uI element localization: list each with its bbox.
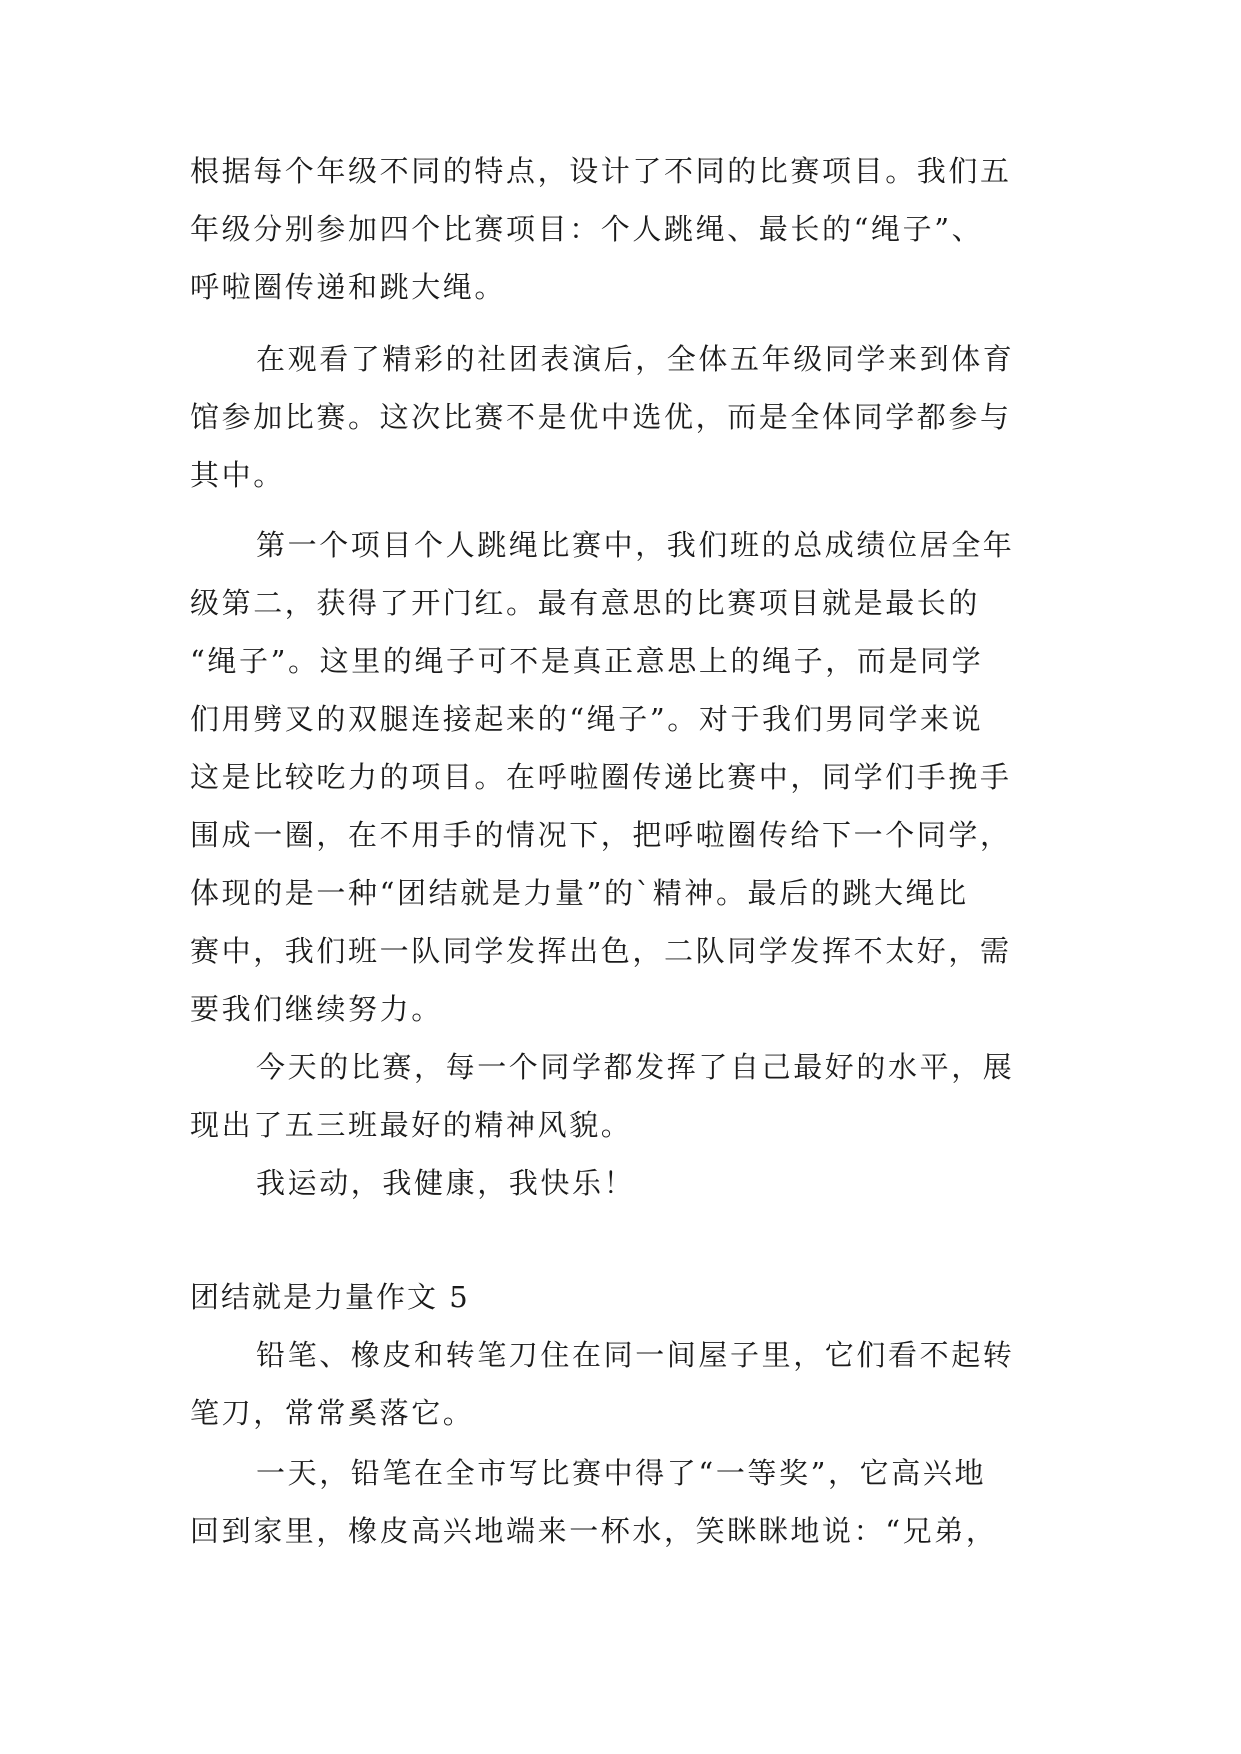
text-line: 现出了五三班最好的精神风貌。 xyxy=(190,1108,633,1142)
text-line: 赛中，我们班一队同学发挥出色，二队同学发挥不太好，需 xyxy=(190,934,1012,968)
text-line: 体现的是一种“团结就是力量”的`精神。最后的跳大绳比 xyxy=(190,876,969,910)
text-line: 们用劈叉的双腿连接起来的“绳子”。对于我们男同学来说 xyxy=(190,702,984,736)
text-line: 铅笔、橡皮和转笔刀住在同一间屋子里，它们看不起转 xyxy=(256,1338,1015,1372)
paragraph-4 xyxy=(190,1038,1050,1154)
paragraph-7 xyxy=(190,1444,1050,1560)
text-line: 这是比较吃力的项目。在呼啦圈传递比赛中，同学们手挽手 xyxy=(190,760,1012,794)
paragraph-1 xyxy=(190,142,1050,316)
text-line: 要我们继续努力。 xyxy=(190,992,443,1026)
paragraph-5 xyxy=(190,1154,1050,1212)
text-line: “绳子”。这里的绳子可不是真正意思上的绳子，而是同学 xyxy=(190,644,984,678)
text-line: 其中。 xyxy=(190,458,285,492)
text-line: 在观看了精彩的社团表演后，全体五年级同学来到体育 xyxy=(256,342,1015,376)
text-line: 围成一圈，在不用手的情况下，把呼啦圈传给下一个同学， xyxy=(190,818,1012,852)
section-title: 团结就是力量作文 5 xyxy=(190,1280,470,1314)
paragraph-3 xyxy=(190,516,1050,1038)
text-line: 馆参加比赛。这次比赛不是优中选优，而是全体同学都参与 xyxy=(190,400,1012,434)
text-line: 我运动，我健康，我快乐！ xyxy=(256,1166,636,1200)
text-line: 笔刀，常常奚落它。 xyxy=(190,1396,475,1430)
text-line: 呼啦圈传递和跳大绳。 xyxy=(190,270,507,304)
text-line: 根据每个年级不同的特点，设计了不同的比赛项目。我们五 xyxy=(190,154,1012,188)
text-line: 今天的比赛，每一个同学都发挥了自己最好的水平，展 xyxy=(256,1050,1015,1084)
paragraph-2 xyxy=(190,330,1050,504)
text-line: 一天，铅笔在全市写比赛中得了“一等奖”，它高兴地 xyxy=(256,1456,987,1490)
text-line: 级第二，获得了开门红。最有意思的比赛项目就是最长的 xyxy=(190,586,981,620)
text-line: 年级分别参加四个比赛项目：个人跳绳、最长的“绳子”、 xyxy=(190,212,984,246)
text-line: 回到家里，橡皮高兴地端来一杯水，笑眯眯地说：“兄弟， xyxy=(190,1514,998,1548)
text-line: 第一个项目个人跳绳比赛中，我们班的总成绩位居全年 xyxy=(256,528,1015,562)
paragraph-6 xyxy=(190,1326,1050,1442)
